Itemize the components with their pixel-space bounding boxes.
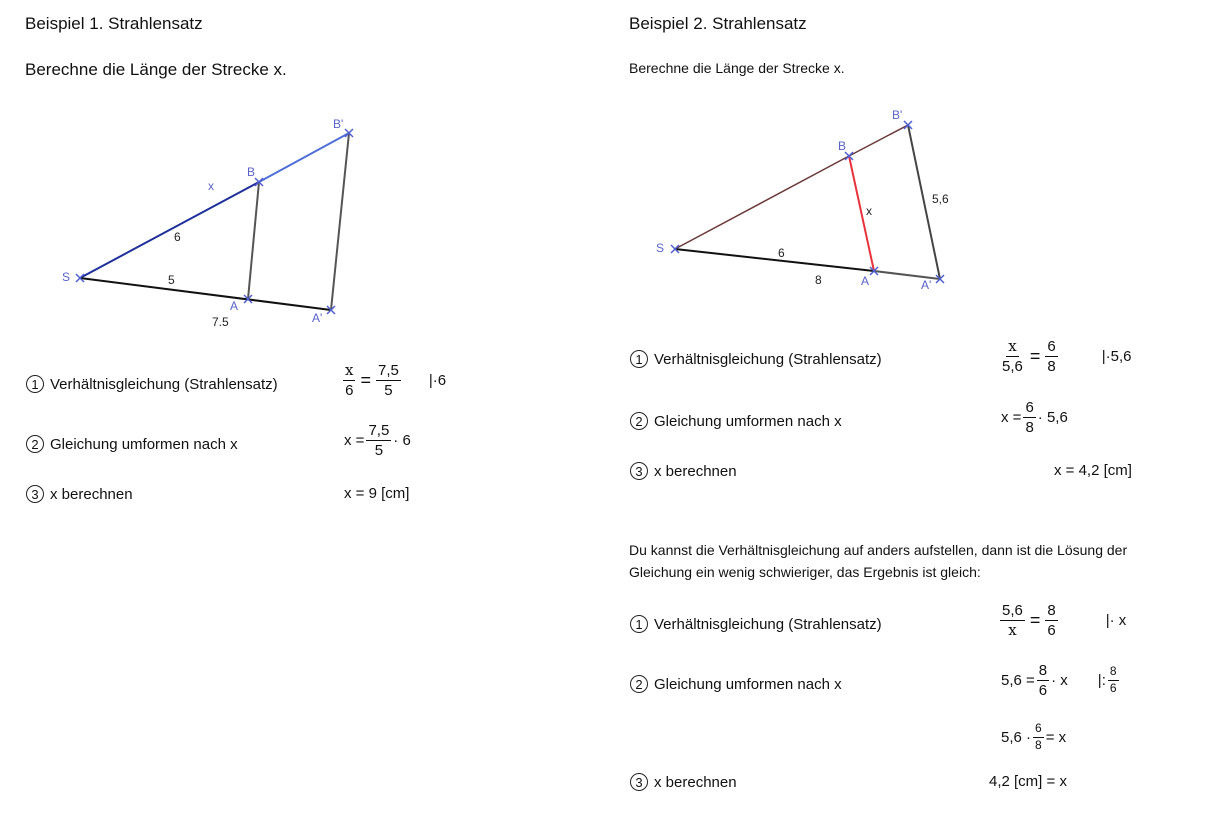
ray-sa xyxy=(675,249,874,271)
label-sa-length: 5 xyxy=(168,273,175,287)
fraction xyxy=(1045,602,1057,640)
step-number: 1 xyxy=(630,350,648,368)
denominator: 6 xyxy=(345,382,354,400)
operation: |·5,6 xyxy=(1101,348,1132,366)
fraction xyxy=(343,362,355,400)
point-markers xyxy=(76,129,353,314)
example1-task: Berechne die Länge der Strecke x. xyxy=(25,60,287,79)
fraction xyxy=(1108,665,1119,696)
denominator: 5,6 xyxy=(1002,358,1023,376)
step-label: Gleichung umformen nach x xyxy=(654,675,842,693)
fraction xyxy=(1000,602,1025,640)
numerator: 8 xyxy=(1037,662,1049,681)
example1-step-2 xyxy=(26,435,238,453)
example2-title: Beispiel 2. Strahlensatz xyxy=(629,14,807,33)
equation-prefix: 5,6 = xyxy=(1001,672,1035,690)
equals-sign: = xyxy=(1029,346,1041,367)
denominator: 8 xyxy=(1025,419,1034,437)
denominator: 6 xyxy=(1109,681,1117,696)
example1-equation-3: x = 9 [cm] xyxy=(344,485,410,502)
label-sa-length: 6 xyxy=(778,246,785,260)
segment-ab xyxy=(248,182,259,299)
point-markers xyxy=(671,121,944,283)
denominator: 5 xyxy=(374,442,384,460)
step-label: Verhältnisgleichung (Strahlensatz) xyxy=(654,615,882,633)
alt-step-1 xyxy=(630,615,882,633)
alt-equation-2 xyxy=(1001,662,1121,700)
segment-bb-prime xyxy=(849,125,908,156)
equals-sign: = xyxy=(1029,610,1041,631)
alt-equation-1 xyxy=(998,602,1126,640)
label-sa-prime-length: 7.5 xyxy=(212,315,229,329)
label-x: x xyxy=(866,204,872,218)
example2-task: Berechne die Länge der Strecke x. xyxy=(629,60,845,76)
example1-equation-1 xyxy=(341,362,446,400)
label-sb-length: 6 xyxy=(174,230,181,244)
operation: |·6 xyxy=(428,372,447,390)
numerator: x xyxy=(343,362,355,381)
numerator: 6 xyxy=(1045,338,1057,357)
alt-equation-3: 4,2 [cm] = x xyxy=(989,773,1067,790)
step-number: 3 xyxy=(630,462,648,480)
note-line-1: Du kannst die Verhältnisgleichung auf anders aufstellen, dann ist die Lösung der xyxy=(629,542,1128,558)
step-label: Verhältnisgleichung (Strahlensatz) xyxy=(50,375,278,393)
label-bb-prime-length: 5,6 xyxy=(932,192,949,206)
fraction xyxy=(366,422,391,460)
numerator: 8 xyxy=(1045,602,1057,621)
equation-suffix: · x xyxy=(1051,672,1068,690)
alt-equation-2b xyxy=(1001,722,1066,753)
equation-suffix: · 5,6 xyxy=(1037,409,1068,427)
equation-prefix: x = xyxy=(344,432,365,450)
fraction xyxy=(1033,722,1044,753)
label-b-prime: B' xyxy=(333,117,344,131)
example2-step-1 xyxy=(630,350,882,368)
equals-sign: = xyxy=(360,370,371,391)
fraction xyxy=(1023,399,1035,437)
denominator: 8 xyxy=(1047,358,1056,376)
segment-bb-prime xyxy=(259,133,349,182)
label-a: A xyxy=(230,299,239,313)
example1-equation-2 xyxy=(344,422,411,460)
operation: |: xyxy=(1097,672,1106,690)
equation-prefix: 5,6 · xyxy=(1001,728,1032,746)
step-label: Gleichung umformen nach x xyxy=(50,435,238,453)
step-label: x berechnen xyxy=(654,773,737,791)
note-line-2: Gleichung ein wenig schwieriger, das Ergebnis ist gleich: xyxy=(629,564,981,580)
ray-sa xyxy=(80,278,331,310)
step-label: Verhältnisgleichung (Strahlensatz) xyxy=(654,350,882,368)
example2-equation-1 xyxy=(998,338,1131,376)
label-a: A xyxy=(861,274,870,288)
label-b: B xyxy=(247,165,256,179)
step-number: 1 xyxy=(26,375,44,393)
example2-equation-2 xyxy=(1001,399,1068,437)
fraction xyxy=(1037,662,1049,700)
step-number: 2 xyxy=(26,435,44,453)
example2-step-2 xyxy=(630,412,842,430)
label-s: S xyxy=(62,270,71,284)
equation-prefix: x = xyxy=(1001,409,1022,427)
example2-figure xyxy=(600,100,1200,300)
denominator: 8 xyxy=(1035,737,1042,752)
numerator: 7,5 xyxy=(376,362,401,381)
denominator: x xyxy=(1008,621,1017,640)
denominator: 5 xyxy=(384,382,393,400)
example2-step-3 xyxy=(630,462,737,480)
numerator: x xyxy=(1006,338,1018,357)
example1-figure xyxy=(0,100,600,340)
numerator: 5,6 xyxy=(1000,602,1025,621)
step-number: 2 xyxy=(630,675,648,693)
example1-step-3 xyxy=(26,485,133,503)
step-number: 1 xyxy=(630,615,648,633)
step-number: 2 xyxy=(630,412,648,430)
segment-a-prime-b-prime xyxy=(331,133,349,310)
equation-suffix: · 6 xyxy=(393,432,411,450)
step-label: x berechnen xyxy=(654,462,737,480)
label-sa-prime-length: 8 xyxy=(815,273,822,287)
example1-title: Beispiel 1. Strahlensatz xyxy=(25,14,203,33)
step-number: 3 xyxy=(26,485,44,503)
step-label: x berechnen xyxy=(50,485,133,503)
fraction xyxy=(1045,338,1057,376)
example2-equation-3: x = 4,2 [cm] xyxy=(1054,462,1132,479)
equation-suffix: = x xyxy=(1045,728,1067,746)
numerator: 6 xyxy=(1023,399,1035,418)
label-a-prime: A' xyxy=(312,311,323,325)
denominator: 6 xyxy=(1047,622,1056,640)
alt-step-2 xyxy=(630,675,842,693)
fraction xyxy=(376,362,401,400)
example1-step-1 xyxy=(26,375,278,393)
label-b: B xyxy=(838,139,847,153)
ray-sb xyxy=(675,156,849,249)
denominator: 6 xyxy=(1038,682,1048,700)
label-s: S xyxy=(656,241,665,255)
label-b-prime: B' xyxy=(892,108,903,122)
label-x: x xyxy=(208,179,214,193)
numerator: 7,5 xyxy=(366,422,391,441)
numerator: 8 xyxy=(1108,665,1119,681)
alternative-note xyxy=(629,539,1127,583)
ray-sb xyxy=(80,182,259,278)
label-a-prime: A' xyxy=(921,278,932,292)
operation: |· x xyxy=(1105,612,1127,630)
alt-step-3 xyxy=(630,773,737,791)
step-number: 3 xyxy=(630,773,648,791)
numerator: 6 xyxy=(1033,722,1044,738)
step-label: Gleichung umformen nach x xyxy=(654,412,842,430)
fraction xyxy=(1000,338,1025,376)
